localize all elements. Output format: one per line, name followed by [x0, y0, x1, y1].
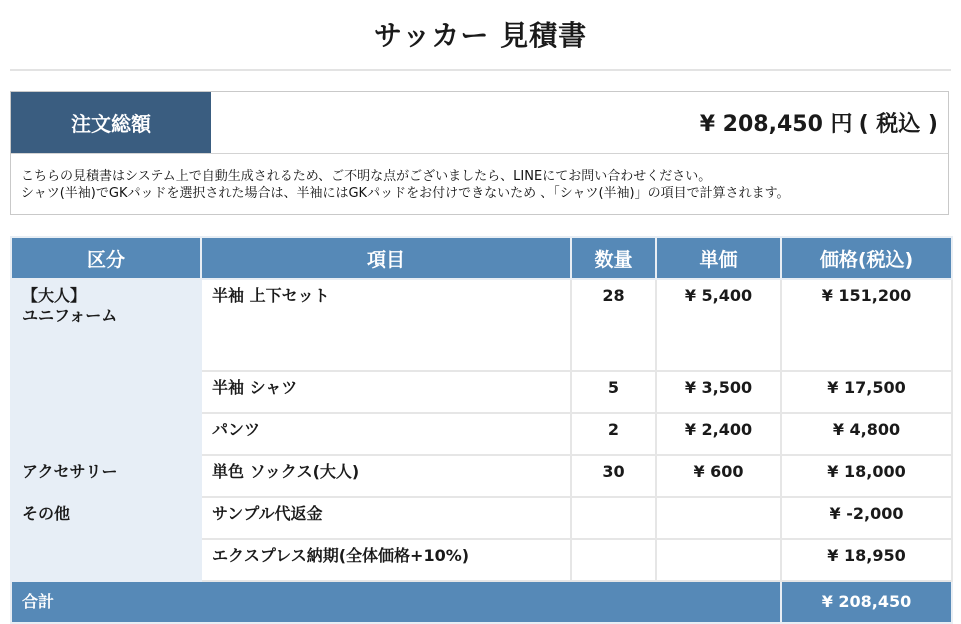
table-row	[11, 497, 952, 539]
note-line: こちらの見積書はシステム上で自動生成されるため、ご不明な点がございましたら、LINEにてお問い合わせください。	[21, 169, 712, 184]
title-divider	[10, 69, 951, 71]
header-price: 価格(税込)	[781, 237, 952, 279]
summary-header	[11, 92, 948, 154]
price-cell: ¥ 4,800	[781, 413, 952, 455]
category-cell-other: その他	[11, 497, 201, 581]
header-item: 項目	[201, 237, 571, 279]
unit-price-cell: ¥ 600	[656, 455, 781, 497]
note-line: シャツ(半袖)でGKパッドを選択された場合は、半袖にはGKパッドをお付けできないため 、「シャツ(半袖)」の項目で計算されます。	[21, 186, 790, 201]
unit-price-cell	[656, 539, 781, 581]
item-cell: 半袖 シャツ	[201, 371, 571, 413]
category-label: 【大人】	[22, 286, 87, 305]
order-total-tax-note: ( 税込 )	[858, 112, 938, 137]
unit-price-cell: ¥ 3,500	[656, 371, 781, 413]
table-row	[11, 279, 952, 371]
order-total-value	[211, 92, 948, 153]
item-cell: パンツ	[201, 413, 571, 455]
order-total-label: 注文総額	[11, 92, 211, 153]
quantity-cell	[571, 539, 656, 581]
page-title: サッカー 見積書	[373, 19, 588, 52]
category-cell-adult-uniform	[11, 279, 201, 455]
price-cell: ¥ 17,500	[781, 371, 952, 413]
price-cell: ¥ 18,000	[781, 455, 952, 497]
total-label: 合計	[11, 581, 781, 623]
price-cell: ¥ 18,950	[781, 539, 952, 581]
table-row	[11, 455, 952, 497]
item-cell: サンプル代返金	[201, 497, 571, 539]
quantity-cell: 5	[571, 371, 656, 413]
order-summary	[10, 91, 949, 215]
order-total-amount: ¥ 208,450 円	[699, 112, 853, 137]
price-cell: ¥ -2,000	[781, 497, 952, 539]
header-quantity: 数量	[571, 237, 656, 279]
quote-table	[10, 236, 953, 624]
item-cell: 単色 ソックス(大人)	[201, 455, 571, 497]
category-label: ユニフォーム	[22, 306, 118, 325]
total-row	[11, 581, 952, 623]
quantity-cell	[571, 497, 656, 539]
item-cell: 半袖 上下セット	[201, 279, 571, 371]
unit-price-cell: ¥ 2,400	[656, 413, 781, 455]
summary-notes	[11, 154, 948, 202]
quantity-cell: 2	[571, 413, 656, 455]
quantity-cell: 30	[571, 455, 656, 497]
total-value: ¥ 208,450	[781, 581, 952, 623]
header-unit-price: 単価	[656, 237, 781, 279]
quantity-cell: 28	[571, 279, 656, 371]
header-category: 区分	[11, 237, 201, 279]
category-cell-accessory: アクセサリー	[11, 455, 201, 497]
table-header-row	[11, 237, 952, 279]
price-cell: ¥ 151,200	[781, 279, 952, 371]
unit-price-cell	[656, 497, 781, 539]
item-cell: エクスプレス納期(全体価格+10%)	[201, 539, 571, 581]
unit-price-cell: ¥ 5,400	[656, 279, 781, 371]
